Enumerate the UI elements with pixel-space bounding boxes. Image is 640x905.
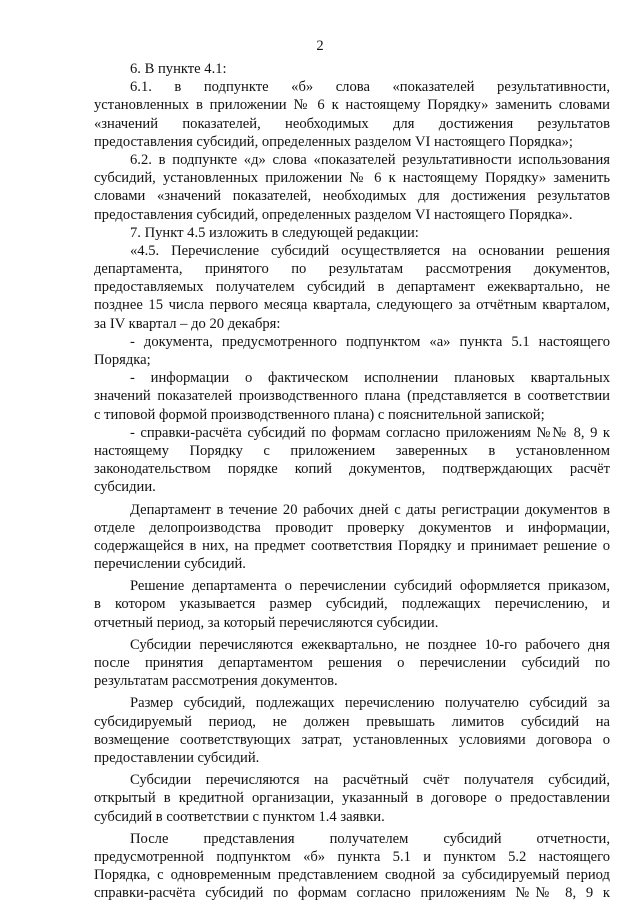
text-line: в котором указывается размер субсидий, подлежащих перечислению, и [94, 596, 610, 613]
text-line: «значений показателей, необходимых для достижения результатов [94, 115, 610, 132]
text-line: результатам рассмотрения документов. [94, 673, 338, 690]
text-line: отделе делопроизводства проводит проверку документов и информации, [94, 519, 610, 536]
text-line: субсидируемый период, не должен превышать лимитов субсидий на [94, 713, 610, 730]
text-line: настоящему Порядку с приложением заверенных в установленном [94, 442, 610, 459]
text-line: предоставления субсидий, определенных разделом VI настоящего Порядка». [94, 206, 573, 223]
text-line: - информации о фактическом исполнении плановых квартальных [130, 370, 610, 387]
text-line: после принятия департаментом решения о перечислении субсидий по [94, 655, 610, 671]
text-line: предоставления субсидий, определенных разделом VI настоящего Порядка»; [94, 133, 573, 150]
text-line: предоставляемых получателем субсидий в департамент ежеквартально, не [94, 279, 610, 296]
text-line: Порядка, с одновременным представлением сводной за субсидируемый период [94, 867, 610, 884]
text-line: 6. В пункте 4.1: [130, 61, 227, 77]
text-line: перечислении субсидий. [94, 556, 246, 573]
text-line: возмещение соответствующих затрат, установленных условиями договора о [94, 731, 610, 748]
text-line: установленных в приложении № 6 к настоящему Порядку» заменить словами [94, 97, 610, 114]
text-line: Размер субсидий, подлежащих перечислению получателю субсидий за [130, 695, 610, 712]
text-line: предусмотренной подпунктом «б» пункта 5.1 и пунктом 5.2 настоящего [94, 848, 610, 865]
page-number: 2 [316, 38, 324, 54]
text-line: «4.5. Перечисление субсидий осуществляется на основании решения [130, 242, 610, 259]
text-line: Субсидии перечисляются на расчётный счёт получателя субсидий, [130, 772, 610, 789]
text-line: Субсидии перечисляются ежеквартально, не позднее 10-го рабочего дня [130, 636, 610, 653]
text-line: законодательством порядке копий документов, подтверждающих расчёт [94, 461, 610, 478]
text-line: открытый в кредитной организации, указанный в договоре о предоставлении [94, 790, 610, 807]
text-line: субсидии. [94, 479, 156, 496]
text-line: за IV квартал – до 20 декабря: [94, 315, 281, 332]
text-line: департамента, принятого по результатам рассмотрения документов, [94, 261, 610, 278]
text-line: с типовой формой производственного плана) с пояснительной запиской; [94, 406, 545, 423]
text-line: субсидий в соответствии с пунктом 1.4 заявки. [94, 808, 385, 825]
text-line: справки-расчёта субсидий по формам согласно приложениям №№ 8, 9 к [94, 885, 610, 902]
text-line: содержащейся в них, на предмет соответствия Порядку и принимает решение о [94, 537, 610, 554]
document-body [94, 60, 610, 902]
text-line: словами «значений показателей, необходимых для достижения результатов [94, 188, 610, 205]
text-line: позднее 15 числа первого месяца квартала, следующего за отчётным кварталом, [94, 297, 610, 314]
text-line: После представления получателем субсидий отчетности, [130, 830, 610, 847]
text-line: - справки-расчёта субсидий по формам согласно приложениям №№ 8, 9 к [130, 424, 610, 441]
text-line: предоставлении субсидий. [94, 749, 260, 766]
text-line: отчетный период, за который перечисляются субсидии. [94, 614, 439, 631]
text-line: значений показателей производственного плана (представляется в соответствии [94, 388, 610, 405]
text-line: 6.2. в подпункте «д» слова «показателей результативности использования [130, 151, 610, 168]
text-line: Департамент в течение 20 рабочих дней с даты регистрации документов в [130, 501, 610, 518]
text-line: 6.1. в подпункте «б» слова «показателей результативности, [130, 79, 610, 96]
text-line: - документа, предусмотренного подпунктом «а» пункта 5.1 настоящего [130, 333, 610, 350]
text-line: 7. Пункт 4.5 изложить в следующей редакции: [130, 224, 419, 241]
text-line: Порядка; [94, 352, 151, 368]
text-line: субсидий, установленных приложении № 6 к настоящему Порядку» заменить [94, 170, 610, 187]
text-line: Решение департамента о перечислении субсидий оформляется приказом, [130, 578, 610, 595]
